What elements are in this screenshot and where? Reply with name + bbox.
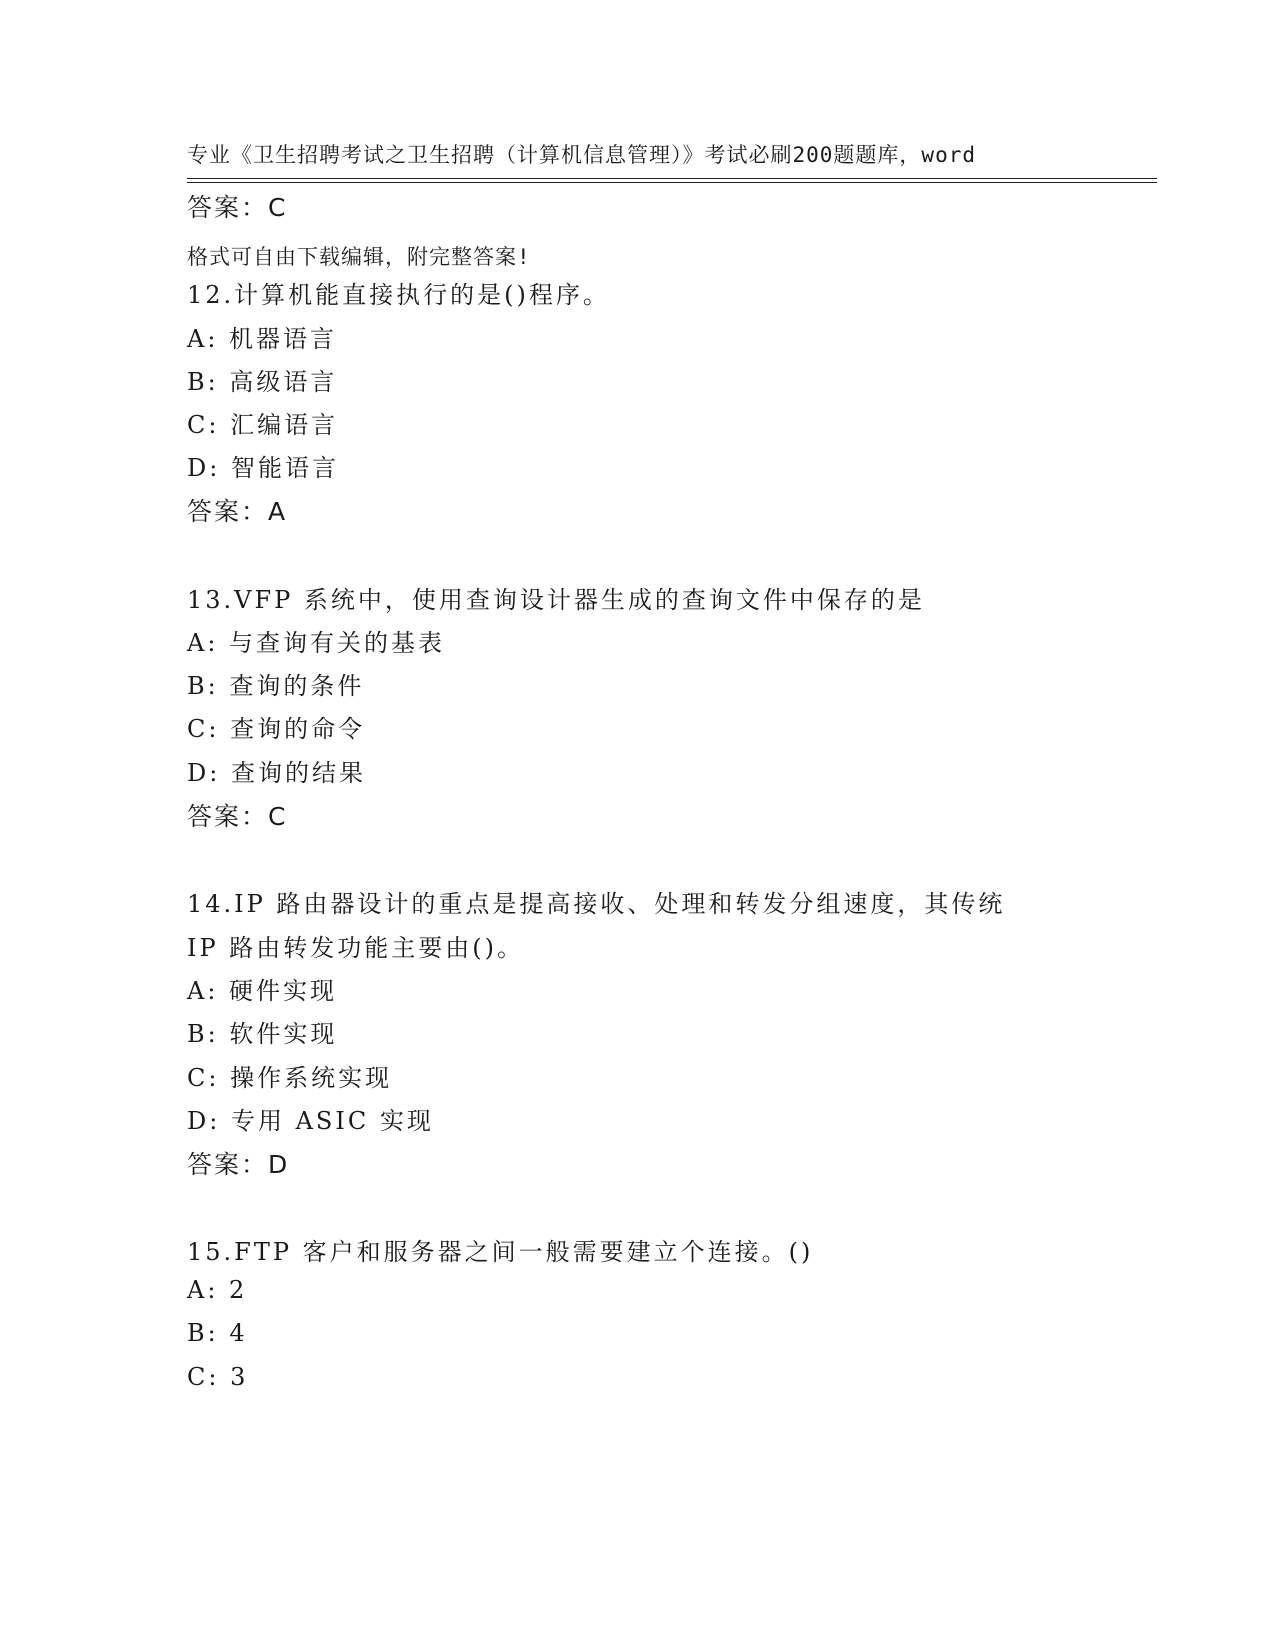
option-a: A: 硬件实现 xyxy=(187,977,338,1005)
option-c: C: 3 xyxy=(187,1363,249,1391)
option-a: A: 机器语言 xyxy=(187,325,338,353)
answer-line: 答案：C xyxy=(187,193,288,222)
option-b: B: 4 xyxy=(187,1319,248,1347)
question-stem: 14.IP 路由器设计的重点是提高接收、处理和转发分组速度，其传统 xyxy=(187,890,1006,918)
question-stem-continued: IP 路由转发功能主要由()。 xyxy=(187,934,524,962)
option-b: B: 查询的条件 xyxy=(187,672,365,700)
option-c: C: 查询的命令 xyxy=(187,715,366,743)
document-header xyxy=(187,70,1087,308)
header-line-1: 专业《卫生招聘考试之卫生招聘（计算机信息管理）》考试必刷200题题库，word xyxy=(187,143,976,167)
header-divider-top xyxy=(187,178,1157,179)
question-stem: 15.FTP 客户和服务器之间一般需要建立个连接。() xyxy=(187,1238,814,1266)
option-b: B: 软件实现 xyxy=(187,1020,338,1048)
question-stem: 12.计算机能直接执行的是()程序。 xyxy=(187,281,610,309)
option-d: D: 查询的结果 xyxy=(187,759,366,787)
option-a: A: 与查询有关的基表 xyxy=(187,629,446,657)
option-c: C: 操作系统实现 xyxy=(187,1064,393,1092)
answer-line: 答案：C xyxy=(187,802,288,831)
option-d: D: 专用 ASIC 实现 xyxy=(187,1107,434,1135)
option-c: C: 汇编语言 xyxy=(187,411,339,439)
question-stem: 13.VFP 系统中，使用查询设计器生成的查询文件中保存的是 xyxy=(187,586,925,614)
answer-line: 答案：D xyxy=(187,1150,290,1179)
option-d: D: 智能语言 xyxy=(187,454,339,482)
answer-line: 答案：A xyxy=(187,497,288,526)
option-a: A: 2 xyxy=(187,1276,248,1304)
option-b: B: 高级语言 xyxy=(187,368,338,396)
header-line-2: 格式可自由下载编辑，附完整答案! xyxy=(187,245,531,269)
header-divider-bottom xyxy=(187,182,1157,183)
